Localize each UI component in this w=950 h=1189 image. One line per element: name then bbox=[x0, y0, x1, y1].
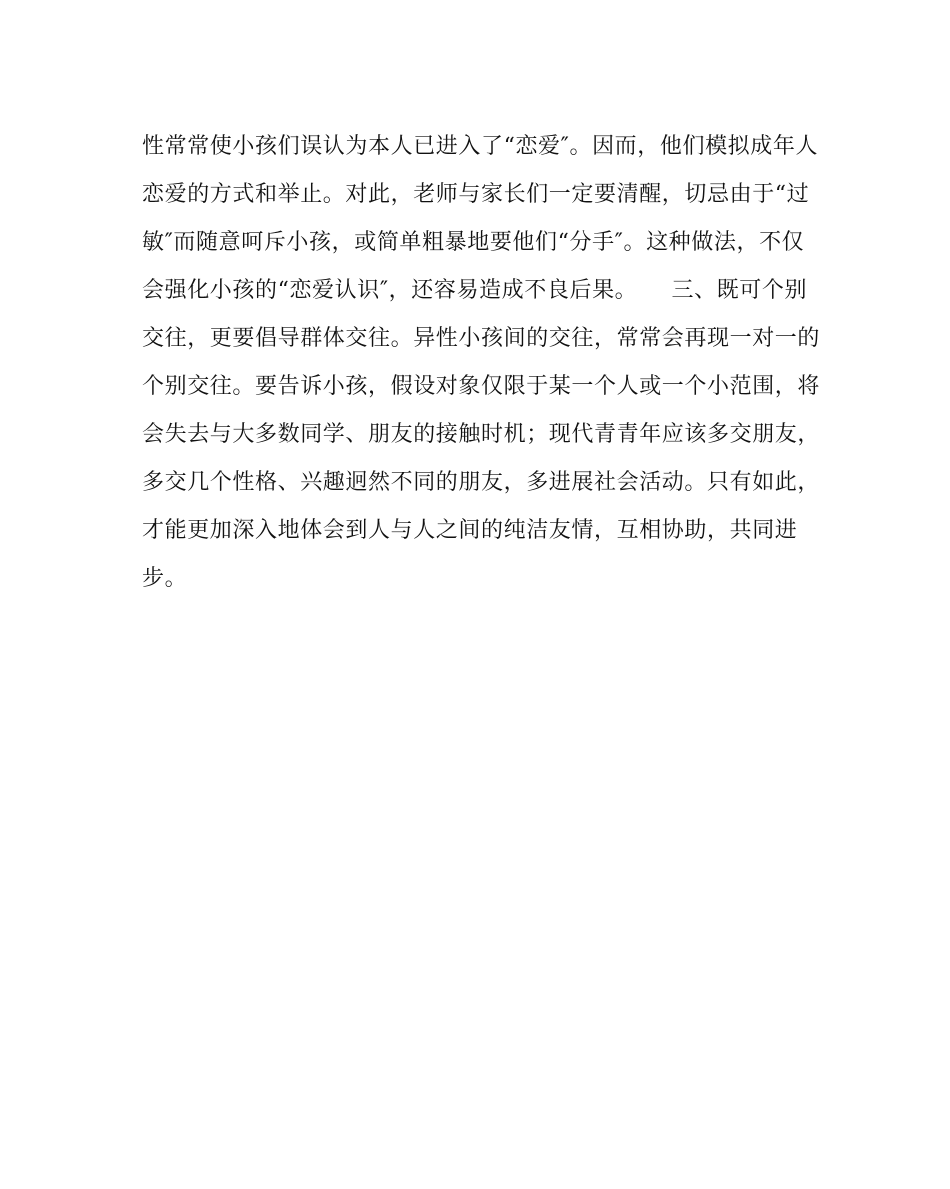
text-line: 才能更加深入地体会到人与人之间的纯洁友情，互相协助，共同进 bbox=[142, 518, 798, 543]
text-line: 步。 bbox=[142, 566, 188, 591]
text-line: 交往，更要倡导群体交往。异性小孩间的交往，常常会再现一对一的 bbox=[142, 326, 821, 351]
body-paragraph bbox=[142, 127, 822, 607]
text-line: 个别交往。要告诉小孩，假设对象仅限于某一个人或一个小范围，将 bbox=[142, 374, 821, 399]
text-line: 会失去与大多数同学、朋友的接触时机；现代青青年应该多交朋友， bbox=[142, 422, 821, 447]
text-line: 恋爱的方式和举止。对此，老师与家长们一定要清醒，切忌由于“过 bbox=[142, 182, 810, 207]
text-line: 性常常使小孩们误认为本人已进入了“恋爱″。因而，他们模拟成年人 bbox=[142, 134, 819, 159]
text-line: 多交几个性格、兴趣迥然不同的朋友，多进展社会活动。只有如此， bbox=[142, 470, 821, 495]
text-line: 敏″而随意呵斥小孩，或简单粗暴地要他们“分手″。这种做法，不仅 bbox=[142, 230, 805, 255]
text-line: 会强化小孩的“恋爱认识″，还容易造成不良后果。 三、既可个别 bbox=[142, 278, 808, 303]
